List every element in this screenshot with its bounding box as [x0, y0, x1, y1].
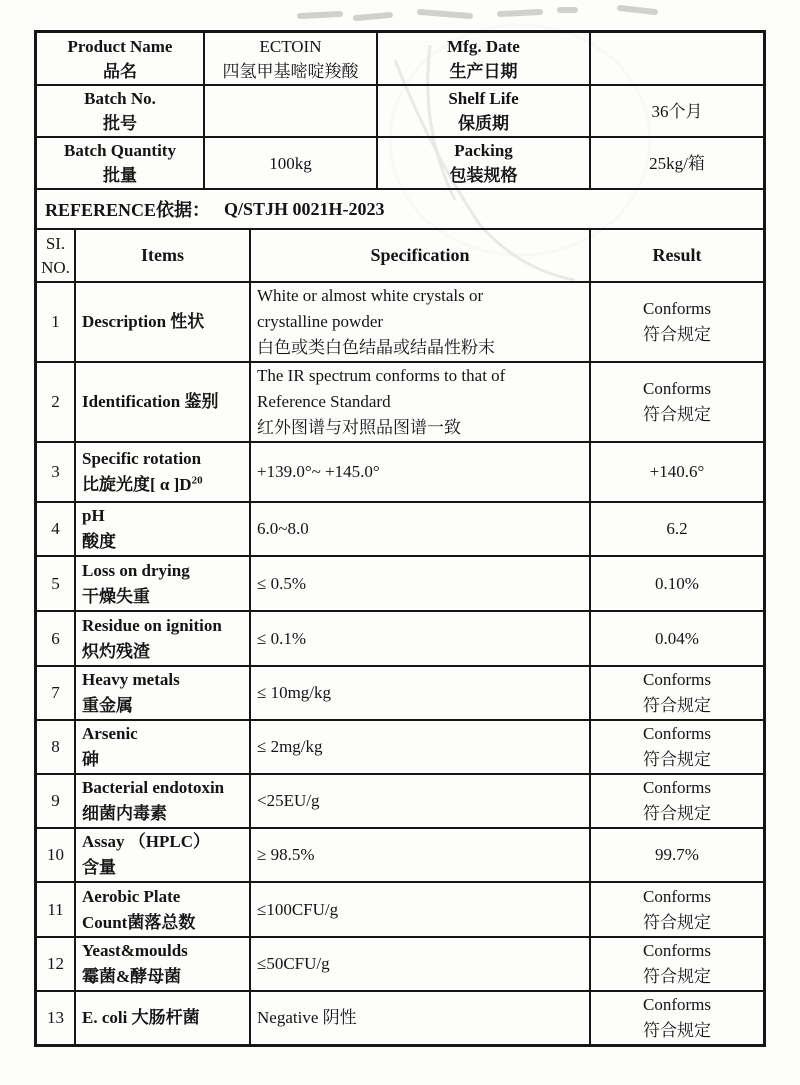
spec-cell: The IR spectrum conforms to that of Reference Standard 红外图谱与对照品图谱一致: [250, 362, 590, 442]
result-cell: Conforms 符合规定: [590, 937, 763, 991]
product-name-label: Product Name 品名: [37, 33, 204, 85]
batch-quantity-value: 100kg: [204, 137, 377, 188]
spec-row-e-coli: [37, 991, 763, 1044]
spec-row-residue-on-ignition: [37, 611, 763, 666]
result-cell: 6.2: [590, 502, 763, 556]
spec-table: [37, 230, 763, 1044]
packing-label: Packing 包装规格: [377, 137, 590, 188]
item-cell: Yeast&moulds 霉菌&酵母菌: [75, 937, 250, 991]
header-si-no: SI. NO.: [37, 230, 75, 282]
item-cell: pH 酸度: [75, 502, 250, 556]
result-cell: Conforms 符合规定: [590, 720, 763, 774]
row-number: 8: [37, 720, 75, 774]
spec-cell: ≤ 2mg/kg: [250, 720, 590, 774]
header-result: Result: [590, 230, 763, 282]
result-cell: +140.6°: [590, 442, 763, 502]
row-number: 13: [37, 991, 75, 1044]
row-number: 5: [37, 556, 75, 611]
spec-cell: <25EU/g: [250, 774, 590, 828]
batch-no-label: Batch No. 批号: [37, 85, 204, 137]
row-number: 1: [37, 282, 75, 362]
info-row-product: [37, 33, 763, 85]
spec-cell: White or almost white crystals or crystalline powder 白色或类白色结晶或结晶性粉末: [250, 282, 590, 362]
header-specification: Specification: [250, 230, 590, 282]
item-cell: Specific rotation 比旋光度[ α ]$D^{20}$: [75, 442, 250, 502]
row-number: 4: [37, 502, 75, 556]
result-cell: Conforms 符合规定: [590, 282, 763, 362]
item-cell: Residue on ignition 炽灼残渣: [75, 611, 250, 666]
row-number: 6: [37, 611, 75, 666]
spec-cell: ≤100CFU/g: [250, 882, 590, 937]
spec-cell: ≤ 10mg/kg: [250, 666, 590, 720]
item-cell: Assay （HPLC） 含量: [75, 828, 250, 882]
reference-row: [37, 188, 763, 230]
spec-row-bacterial-endotoxin: [37, 774, 763, 828]
spec-row-loss-on-drying: [37, 556, 763, 611]
item-cell: E. coli 大肠杆菌: [75, 991, 250, 1044]
item-cell: Heavy metals 重金属: [75, 666, 250, 720]
result-cell: Conforms 符合规定: [590, 774, 763, 828]
result-cell: Conforms 符合规定: [590, 882, 763, 937]
shelf-life-value: 36个月: [590, 85, 763, 137]
header-items: Items: [75, 230, 250, 282]
reference-value: Q/STJH 0021H-2023: [224, 198, 385, 219]
item-cell: Arsenic 砷: [75, 720, 250, 774]
row-number: 7: [37, 666, 75, 720]
row-number: 2: [37, 362, 75, 442]
info-row-batch-no: [37, 85, 763, 137]
spec-row-ph: [37, 502, 763, 556]
result-cell: 0.04%: [590, 611, 763, 666]
spec-cell: ≤ 0.1%: [250, 611, 590, 666]
item-cell: Identification 鉴别: [75, 362, 250, 442]
spec-cell: ≥ 98.5%: [250, 828, 590, 882]
result-cell: Conforms 符合规定: [590, 362, 763, 442]
spec-row-identification: [37, 362, 763, 442]
info-table: [37, 33, 763, 188]
packing-value: 25kg/箱: [590, 137, 763, 188]
spec-row-specific-rotation: [37, 442, 763, 502]
spec-cell: ≤ 0.5%: [250, 556, 590, 611]
item-cell: Aerobic Plate Count菌落总数: [75, 882, 250, 937]
info-row-batch-quantity: [37, 137, 763, 188]
spec-row-heavy-metals: [37, 666, 763, 720]
mfg-date-value: [590, 33, 763, 85]
row-number: 3: [37, 442, 75, 502]
reference-label: REFERENCE依据：: [45, 200, 211, 220]
spec-header-row: [37, 230, 763, 282]
spec-row-aerobic-plate-count: [37, 882, 763, 937]
certificate-table: [34, 30, 766, 1047]
result-cell: 0.10%: [590, 556, 763, 611]
item-cell: Description 性状: [75, 282, 250, 362]
spec-cell: 6.0~8.0: [250, 502, 590, 556]
spec-cell: Negative 阴性: [250, 991, 590, 1044]
row-number: 9: [37, 774, 75, 828]
spec-row-arsenic: [37, 720, 763, 774]
row-number: 11: [37, 882, 75, 937]
shelf-life-label: Shelf Life 保质期: [377, 85, 590, 137]
mfg-date-label: Mfg. Date 生产日期: [377, 33, 590, 85]
batch-quantity-label: Batch Quantity 批量: [37, 137, 204, 188]
batch-no-value: [204, 85, 377, 137]
spec-row-assay-hplc: [37, 828, 763, 882]
spec-cell: +139.0°~ +145.0°: [250, 442, 590, 502]
row-number: 12: [37, 937, 75, 991]
spec-row-yeast-moulds: [37, 937, 763, 991]
result-cell: 99.7%: [590, 828, 763, 882]
row-number: 10: [37, 828, 75, 882]
result-cell: Conforms 符合规定: [590, 666, 763, 720]
product-name-value: ECTOIN 四氢甲基嘧啶羧酸: [204, 33, 377, 85]
spec-cell: ≤50CFU/g: [250, 937, 590, 991]
item-cell: Loss on drying 干燥失重: [75, 556, 250, 611]
superscript-20: 20: [191, 474, 203, 487]
item-cell: Bacterial endotoxin 细菌内毒素: [75, 774, 250, 828]
result-cell: Conforms 符合规定: [590, 991, 763, 1044]
spec-row-description: [37, 282, 763, 362]
